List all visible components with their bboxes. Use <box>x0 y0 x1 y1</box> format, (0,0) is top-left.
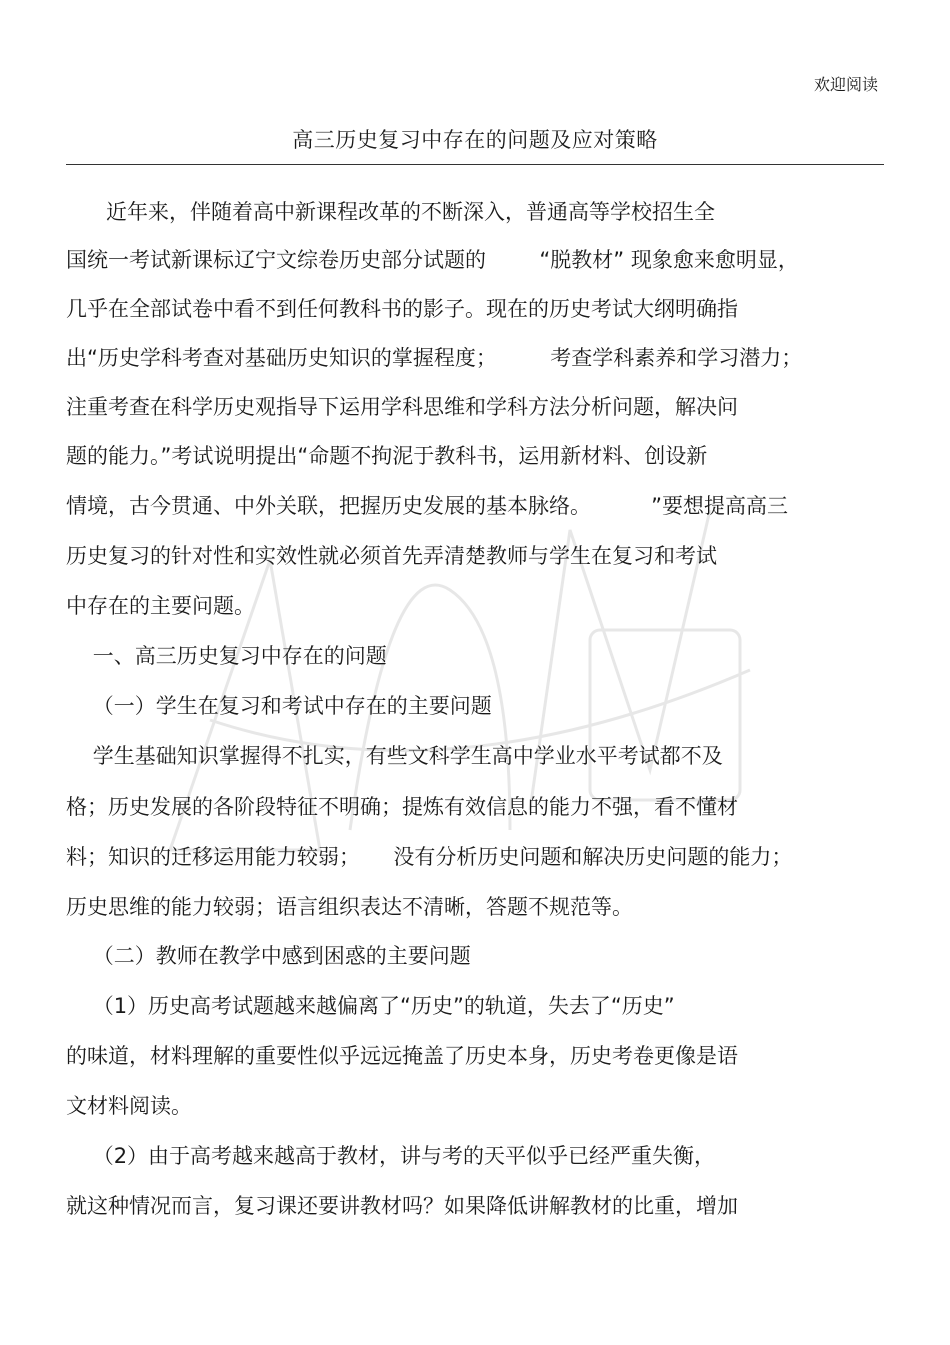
section-heading: 一、高三历史复习中存在的问题 <box>66 644 387 668</box>
body-line: 情境，古今贯通、中外关联，把握历史发展的基本脉络。 ”要想提高高三 <box>66 494 788 518</box>
body-line: 学生基础知识掌握得不扎实，有些文科学生高中学业水平考试都不及 <box>66 744 723 768</box>
body-line: 的味道，材料理解的重要性似乎远远掩盖了历史本身，历史考卷更像是语 <box>66 1044 738 1068</box>
body-line: 中存在的主要问题。 <box>66 594 255 618</box>
body-line: 国统一考试新课标辽宁文综卷历史部分试题的 “脱教材” 现象愈来愈明显， <box>66 248 799 272</box>
subsection-heading: （一）学生在复习和考试中存在的主要问题 <box>66 694 492 718</box>
document-title: 高三历史复习中存在的问题及应对策略 <box>292 128 658 152</box>
body-line: 历史思维的能力较弱；语言组织表达不清晰，答题不规范等。 <box>66 895 633 919</box>
subsection-heading: （二）教师在教学中感到困惑的主要问题 <box>66 944 471 968</box>
title-divider <box>66 164 884 165</box>
body-line: 料；知识的迁移运用能力较弱； 没有分析历史问题和解决历史问题的能力； <box>66 845 793 869</box>
body-line: 文材料阅读。 <box>66 1094 192 1118</box>
body-line: 注重考查在科学历史观指导下运用学科思维和学科方法分析问题，解决问 <box>66 395 738 419</box>
body-line: （1）历史高考试题越来越偏离了“历史”的轨道，失去了“历史” <box>66 994 675 1018</box>
body-line: 格；历史发展的各阶段特征不明确；提炼有效信息的能力不强，看不懂材 <box>66 795 738 819</box>
body-line: （2）由于高考越来越高于教材，讲与考的天平似乎已经严重失衡， <box>66 1144 716 1168</box>
body-line: 近年来，伴随着高中新课程改革的不断深入，普通高等学校招生全 <box>66 200 716 224</box>
body-line: 出“历史学科考查对基础历史知识的掌握程度； 考查学科素养和学习潜力； <box>66 346 803 370</box>
body-line: 题的能力。”考试说明提出“命题不拘泥于教科书，运用新材料、创设新 <box>66 444 708 468</box>
body-line: 就这种情况而言，复习课还要讲教材吗？如果降低讲解教材的比重，增加 <box>66 1194 738 1218</box>
watermark-graphic <box>150 470 790 890</box>
header-note: 欢迎阅读 <box>813 75 878 94</box>
body-line: 历史复习的针对性和实效性就必须首先弄清楚教师与学生在复习和考试 <box>66 544 717 568</box>
body-line: 几乎在全部试卷中看不到任何教科书的影子。现在的历史考试大纲明确指 <box>66 297 738 321</box>
